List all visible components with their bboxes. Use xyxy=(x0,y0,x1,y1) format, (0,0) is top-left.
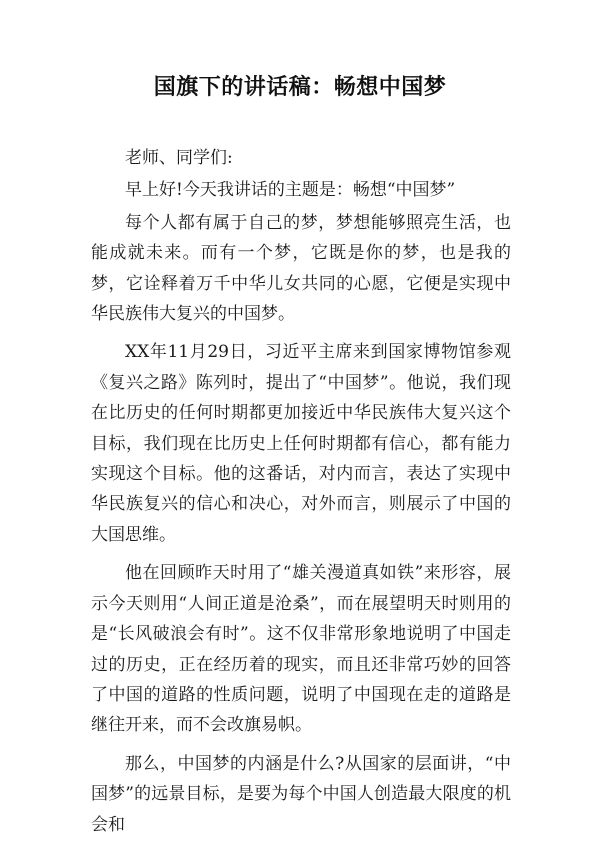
paragraph-museum-visit: XX年11月29日，习近平主席来到国家博物馆参观《复兴之路》陈列时，提出了“中国梦”。他说，我们现在比历史的任何时期都更加接近中华民族伟大复兴这个目标，我们现在比历史上任何时期都有信心，都有能力实现这个目标。他的这番话，对内而言，表达了实现中华民族复兴的信心和决心，对外而言，则展示了中国的大国思维。 xyxy=(91,342,511,545)
document-title: 国旗下的讲话稿：畅想中国梦 xyxy=(153,75,447,100)
paragraph-dream-meaning: 那么，中国梦的内涵是什么?从国家的层面讲，“中国梦”的远景目标，是要为每个中国人创造最大限度的机会和 xyxy=(91,753,511,835)
paragraph-greeting: 早上好!今天我讲话的主题是：畅想“中国梦” xyxy=(125,180,456,201)
paragraph-salutation: 老师、同学们: xyxy=(125,148,233,168)
document-body xyxy=(91,143,511,848)
paragraph-dream-intro: 每个人都有属于自己的梦，梦想能够照亮生活，也能成就未来。而有一个梦，它既是你的梦，也是我的梦，它诠释着万千中华儿女共同的心愿，它便是实现中华民族伟大复兴的中国梦。 xyxy=(91,212,511,325)
paragraph-history-road: 他在回顾昨天时用了“雄关漫道真如铁”来形容，展示今天则用“人间正道是沧桑”，而在展望明天时则用的是“长风破浪会有时”。这不仅非常形象地说明了中国走过的历史，正在经历着的现实，而且还非常巧妙的回答了中国的道路的性质问题，说明了中国现在走的道路是继往开来，而不会改旗易帜。 xyxy=(91,563,511,736)
